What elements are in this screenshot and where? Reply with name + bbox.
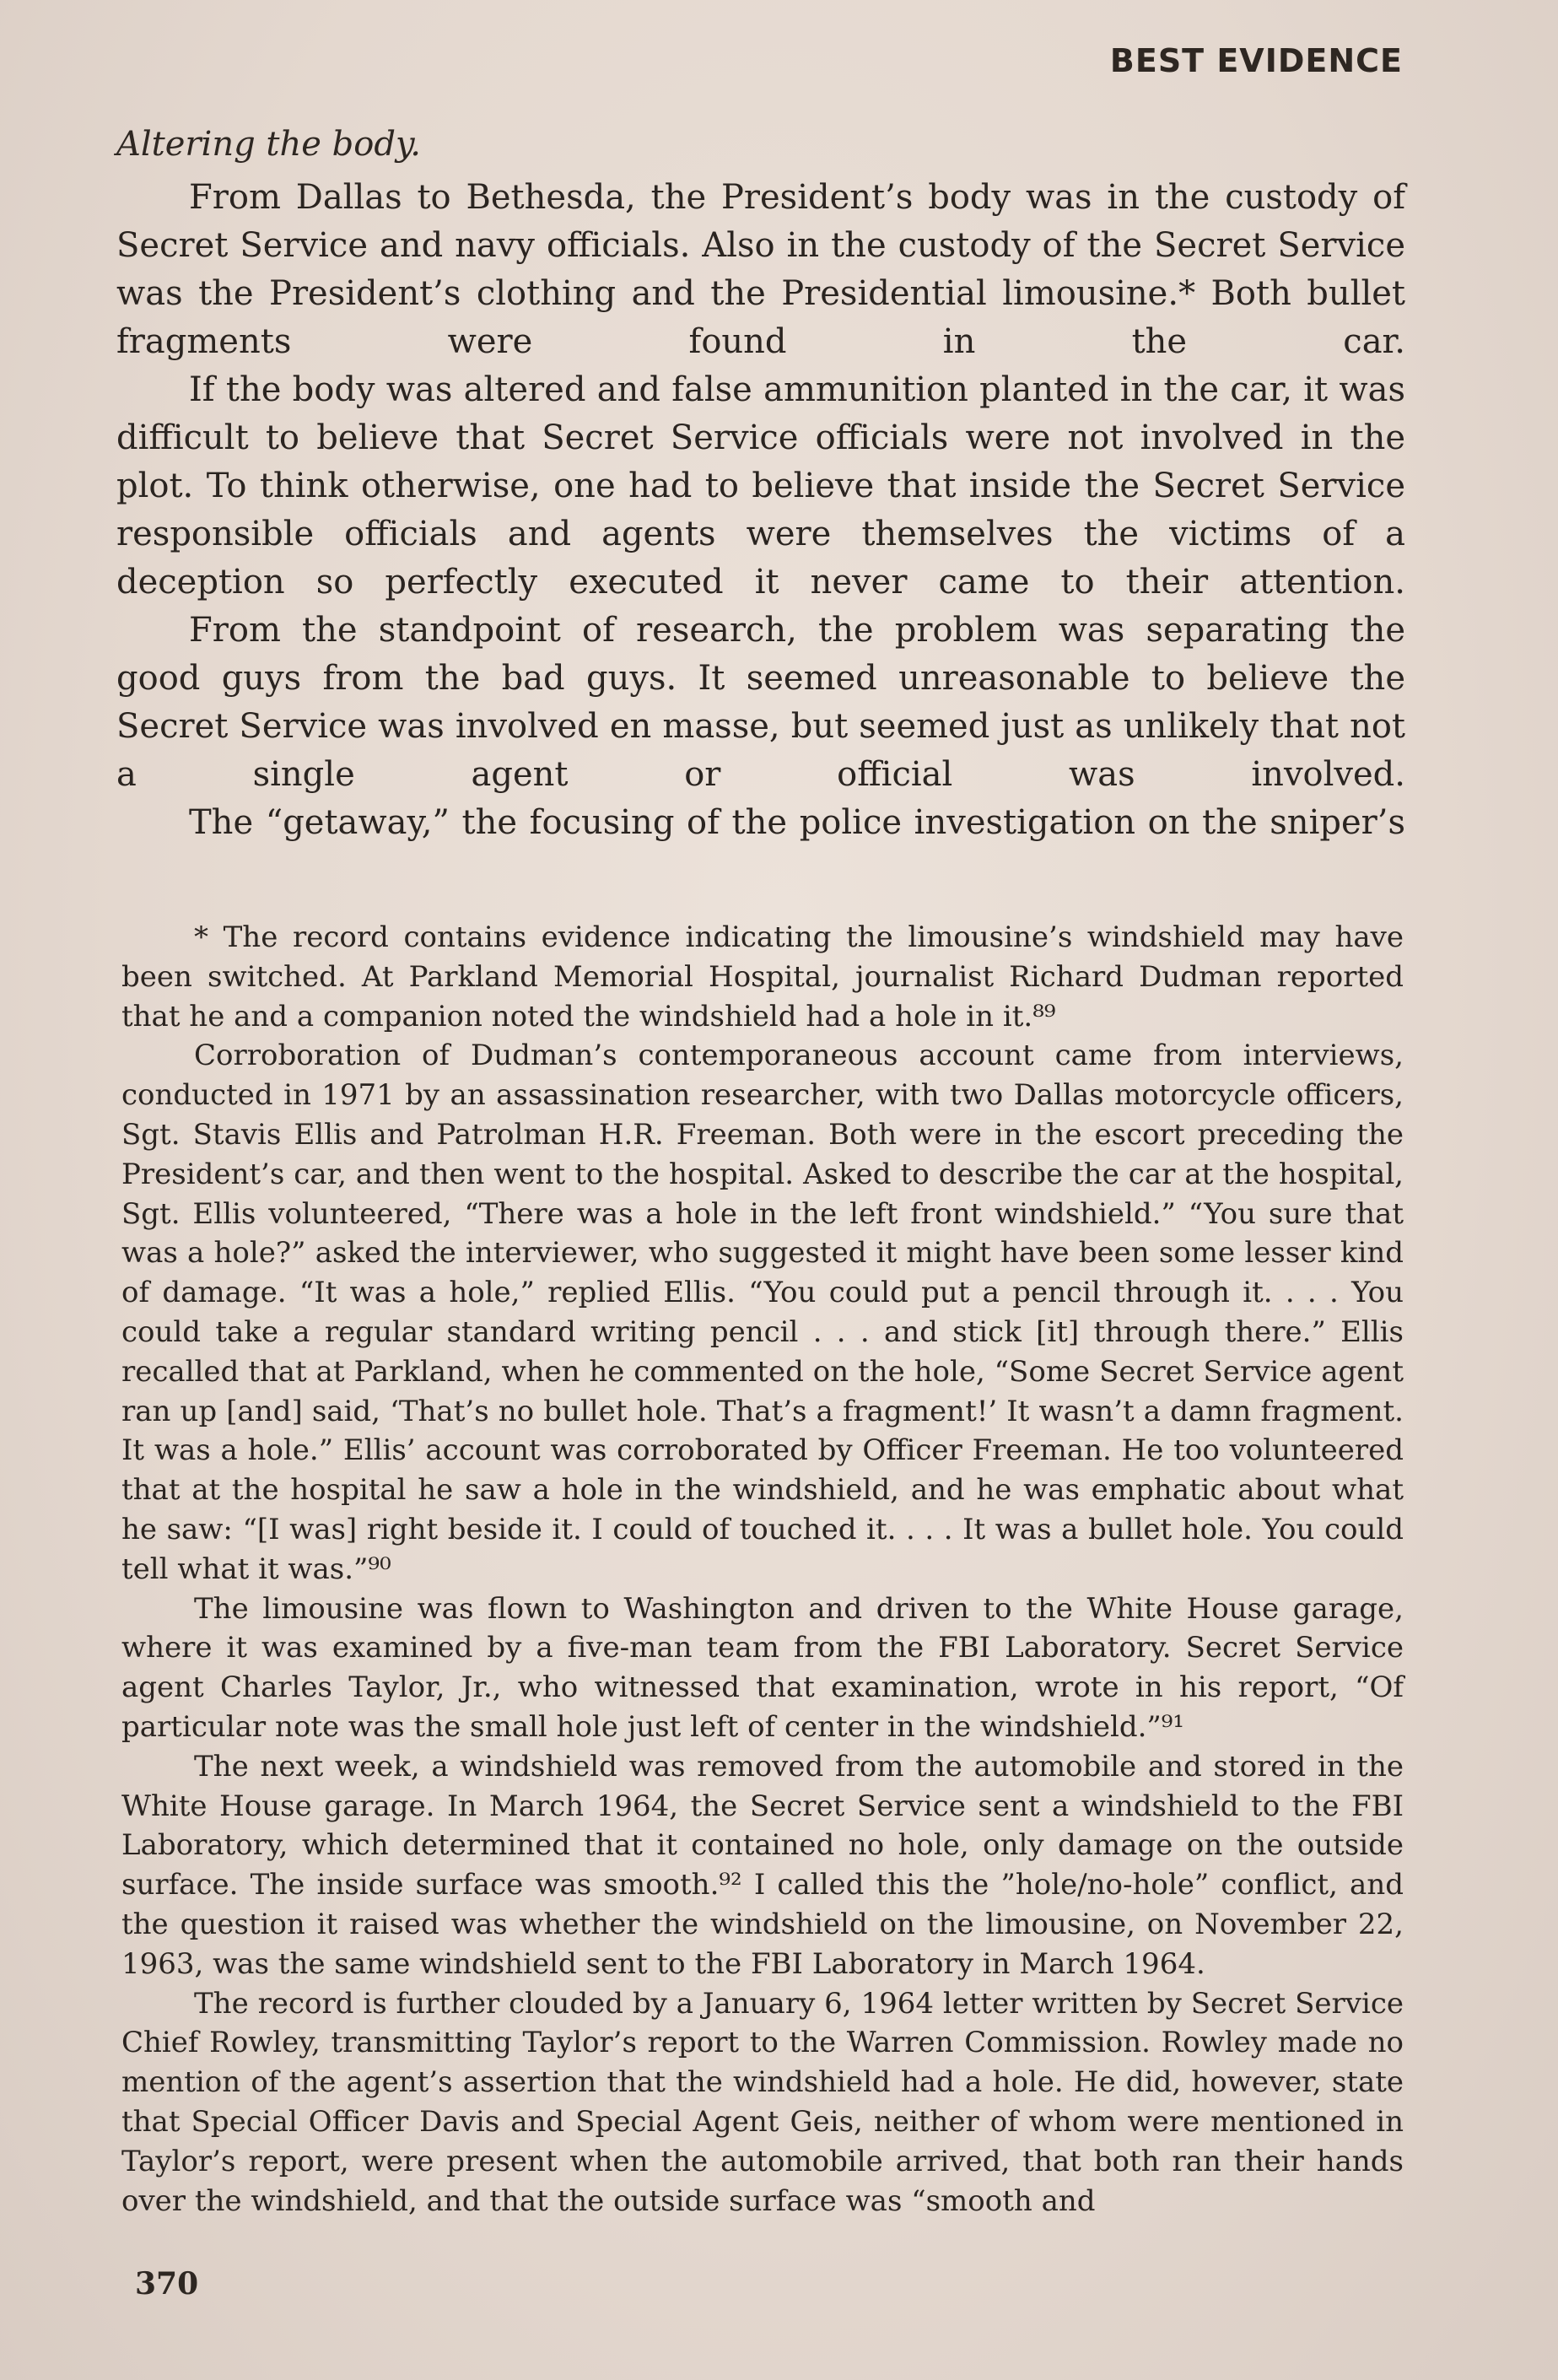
footnote-block [121,918,1404,2221]
running-head: BEST EVIDENCE [1109,42,1403,79]
footnote-paragraph-3: The limousine was flown to Washington and driven to the White House garage, where it was examined by a five-man team from the FBI Laboratory. Secret Service agent Charles Taylor, Jr., who witnessed that examination, wrote in his report, “Of particular note was the small hole just left of center in the windshield.”⁹¹ [121,1591,1404,1744]
paragraph-4: The “getaway,” the focusing of the police investigation on the sniper’s [189,803,1405,842]
paragraph-3: From the standpoint of research, the problem was separating the good guys from the bad guys. It seemed unreasonable to believe the Secret Service was involved en masse, but seemed just as unlikely that not a single agent or official was involved. [116,611,1405,794]
main-text [116,174,1405,847]
paragraph-1: From Dallas to Bethesda, the President’s body was in the custody of Secret Service and navy officials. Also in the custody of the Secret Service was the President’s clothing and the Presidential limousine.* Both bullet fragments were found in the car. [116,178,1405,361]
section-heading: Altering the body. [116,125,421,164]
footnote-paragraph-5: The record is further clouded by a January 6, 1964 letter written by Secret Service Chief Rowley, transmitting Taylor’s report to the Warren Commission. Rowley made no mention of the agent’s assertion that the windshield had a hole. He did, however, state that Special Officer Davis and Special Agent Geis, neither of whom were mentioned in Taylor’s report, were present when the automobile arrived, that both ran their hands over the windshield, and that the outside surface was “smooth and [121,1986,1404,2218]
page-number: 370 [135,2266,199,2302]
footnote-paragraph-2: Corroboration of Dudman’s contemporaneous account came from interviews, conducted in 1971 by an assassination researcher, with two Dallas motorcycle officers, Sgt. Stavis Ellis and Patrolman H.R. Freeman. Both were in the escort preceding the President’s car, and then went to the hospital. Asked to describe the car at the hospital, Sgt. Ellis volunteered, “There was a hole in the left front windshield.” “You sure that was a hole?” asked the interviewer, who suggested it might have been some lesser kind of damage. “It was a hole,” replied Ellis. “You could put a pencil through it. . . . You could take a regular standard writing pencil . . . and stick [it] through there.” Ellis recalled that at Parkland, when he commented on the hole, “Some Secret Service agent ran up [and] said, ‘That’s no bullet hole. That’s a fragment!’ It wasn’t a damn fragment. It was a hole.” Ellis’ account was corroborated by Officer Freeman. He too volunteered that at the hospital he saw a hole in the windshield, and he was emphatic about what he saw: “[I was] right beside it. I could of touched it. . . . It was a bullet hole. You could tell what it was.”⁹⁰ [121,1039,1404,1586]
footnote-paragraph-4: The next week, a windshield was removed from the automobile and stored in the White House garage. In March 1964, the Secret Service sent a windshield to the FBI Laboratory, which determined that it contained no hole, only damage on the outside surface. The inside surface was smooth.⁹² I called this the ”hole/no-hole” conflict, and the question it raised was whether the windshield on the limousine, on November 22, 1963, was the same windshield sent to the FBI Laboratory in March 1964. [121,1749,1404,1981]
paragraph-2: If the body was altered and false ammunition planted in the car, it was difficult to believe that Secret Service officials were not involved in the plot. To think otherwise, one had to believe that inside the Secret Service responsible officials and agents were themselves the victims of a deception so perfectly executed it never came to their attention. [116,370,1405,602]
footnote-paragraph-1: * The record contains evidence indicating the limousine’s windshield may have been switched. At Parkland Memorial Hospital, journalist Richard Dudman reported that he and a companion noted the windshield had a hole in it.⁸⁹ [121,920,1404,1033]
